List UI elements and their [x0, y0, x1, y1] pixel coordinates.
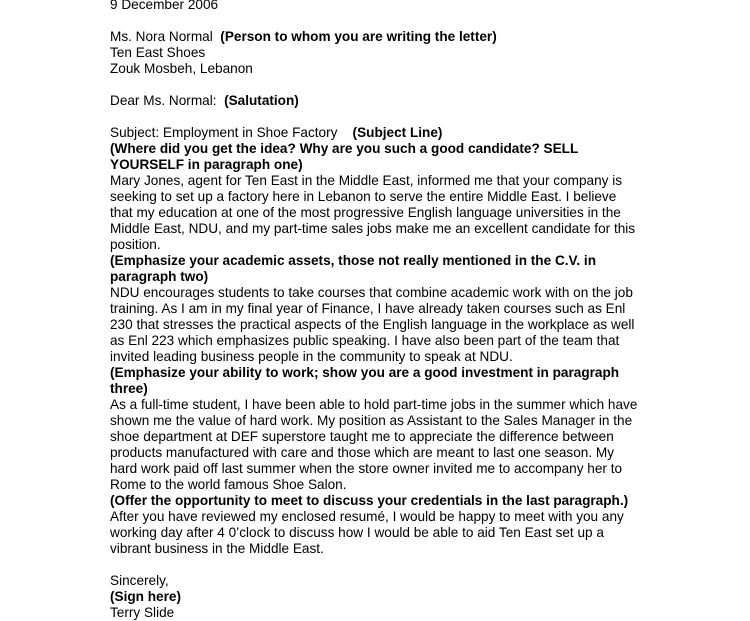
paragraph-line: products manufactured with care and those which are meant to last one season. My	[110, 445, 614, 460]
subject-note: (Subject Line)	[352, 125, 443, 140]
paragraph-line: vibrant business in the Middle East.	[110, 541, 324, 556]
paragraph-instruction: (Offer the opportunity to meet to discuss your credentials in the last paragraph.)	[110, 493, 629, 508]
paragraph-line: working day after 4 0’clock to discuss how I would be able to aid Ten East set up a	[110, 525, 604, 540]
paragraph-one	[110, 141, 640, 253]
salutation-line	[110, 93, 640, 109]
paragraph-line: Middle East, NDU, and my part-time sales jobs make me an excellent candidate for this	[110, 221, 636, 236]
spacer	[110, 77, 640, 93]
letter-page	[110, 0, 640, 621]
letter-date: 9 December 2006	[110, 0, 219, 12]
paragraph-instruction: (Emphasize your academic assets, those not really mentioned in the C.V. in	[110, 253, 596, 268]
recipient-name-line	[110, 29, 640, 45]
paragraph-four	[110, 493, 640, 557]
paragraph-instruction: paragraph two)	[110, 269, 209, 284]
paragraph-instruction: YOURSELF in paragraph one)	[110, 157, 303, 172]
paragraph-two	[110, 253, 640, 365]
paragraph-line: Mary Jones, agent for Ten East in the Middle East, informed me that your company is	[110, 173, 623, 188]
paragraph-line: shown me the value of hard work. My position as Assistant to the Sales Manager in the	[110, 413, 633, 428]
paragraph-line: position.	[110, 237, 161, 252]
recipient-company: Ten East Shoes	[110, 45, 206, 60]
spacer	[110, 557, 640, 573]
paragraph-line: training. As I am in my final year of Finance, I have already taken courses such as Enl	[110, 301, 626, 316]
paragraph-line: Rome to the world famous Shoe Salon.	[110, 477, 347, 492]
salutation-note: (Salutation)	[224, 93, 299, 108]
spacer	[110, 109, 640, 125]
paragraph-line: hard work paid off last summer when the store owner invited me to accompany her to	[110, 461, 623, 476]
paragraph-instruction: (Emphasize your ability to work; show you are a good investment in paragraph	[110, 365, 620, 380]
recipient-note: (Person to whom you are writing the letter)	[220, 29, 497, 44]
paragraph-line: After you have reviewed my enclosed resumé, I would be happy to meet with you any	[110, 509, 624, 524]
subject-line	[110, 125, 640, 141]
subject: Subject: Employment in Shoe Factory	[110, 125, 338, 140]
paragraph-line: NDU encourages students to take courses that combine academic work with on the job	[110, 285, 633, 300]
recipient-block	[110, 29, 640, 77]
paragraph-line: seeking to set up a factory here in Lebanon to serve the entire Middle East. I believe	[110, 189, 617, 204]
paragraph-instruction: three)	[110, 381, 148, 396]
salutation: Dear Ms. Normal:	[110, 93, 217, 108]
paragraph-three	[110, 365, 640, 493]
paragraph-line: as Enl 223 which emphasizes public speaking. I have also been part of the team that	[110, 333, 620, 348]
paragraph-line: that my education at one of the most progressive English language universities in the	[110, 205, 621, 220]
recipient-location: Zouk Mosbeh, Lebanon	[110, 61, 253, 76]
signer-name: Terry Slide	[110, 605, 175, 620]
closing: Sincerely,	[110, 573, 169, 588]
spacer	[110, 13, 640, 29]
paragraph-line: As a full-time student, I have been able to hold part-time jobs in the summer which have	[110, 397, 638, 412]
paragraph-line: invited leading business people in the community to speak at NDU.	[110, 349, 513, 364]
paragraph-instruction: (Where did you get the idea? Why are you such a good candidate? SELL	[110, 141, 579, 156]
signature-note: (Sign here)	[110, 589, 181, 604]
recipient-name: Ms. Nora Normal	[110, 29, 213, 44]
paragraph-line: 230 that stresses the practical aspects of the English language in the workplace as well	[110, 317, 635, 332]
paragraph-line: shoe department at DEF superstore taught me to appreciate the difference between	[110, 429, 614, 444]
signature-block	[110, 573, 640, 621]
